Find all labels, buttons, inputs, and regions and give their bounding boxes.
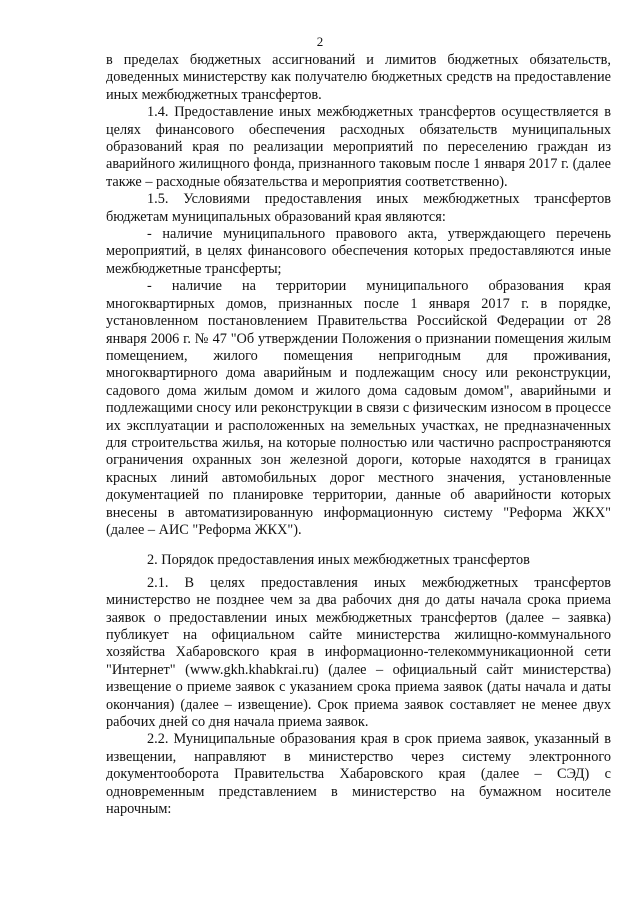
paragraph-1-4: 1.4. Предоставление иных межбюджетных трансфертов осуществляется в целях финансового обеспечения расходных обязательств муниципальных образований края по реализации мероприятий по переселению граждан из аварийного жилищного фонда, признанного таковым после 1 января 2017 г. (далее также – расходные обязательства и мероприятия соответственно). bbox=[106, 104, 611, 190]
page-number: 2 bbox=[316, 34, 324, 49]
document-body bbox=[106, 52, 611, 818]
condition-item-emergency-houses: - наличие на территории муниципального образования края многоквартирных домов, признанных после 1 января 2017 г. в порядке, установленном постановлением Правительства Российской Федерации от 28 января 2006 г. № 47 "Об утверждении Положения о признании помещения жилым помещением, жилого помещения непригодным для проживания, многоквартирного дома аварийным и подлежащим сносу или реконструкции, садового дома жилым домом и жилого дома садовым домом", аварийными и подлежащими сносу или реконструкции в связи с физическим износом в процессе их эксплуатации и расположенных на земельных участках, не предназначенных для строительства жилья, на которые полностью или частично распространяются ограничения охранных зон железной дороги, которые находятся в границах красных линий автомобильных дорог местного значения, установленные документацией по планировке территории, данные об аварийности которых внесены в автоматизированную информационную систему "Реформа ЖКХ" (далее – АИС "Реформа ЖКХ"). bbox=[106, 278, 611, 538]
section-heading-2: 2. Порядок предоставления иных межбюджетных трансфертов bbox=[147, 552, 530, 569]
condition-item-legal-act: - наличие муниципального правового акта, утверждающего перечень мероприятий, в целях финансового обеспечения которых предоставляются иные межбюджетные трансферты; bbox=[106, 226, 611, 277]
paragraph-intro: в пределах бюджетных ассигнований и лимитов бюджетных обязательств, доведенных министерству как получателю бюджетных средств на предоставление иных межбюджетных трансфертов. bbox=[106, 52, 611, 103]
paragraph-1-5: 1.5. Условиями предоставления иных межбюджетных трансфертов бюджетам муниципальных образований края являются: bbox=[106, 191, 611, 225]
paragraph-2-2: 2.2. Муниципальные образования края в срок приема заявок, указанный в извещении, направляют в министерство через систему электронного документооборота Правительства Хабаровского края (далее – СЭД) с одновременным представлением в министерство на бумажном носителе нарочным: bbox=[106, 731, 611, 818]
paragraph-2-1: 2.1. В целях предоставления иных межбюджетных трансфертов министерство не позднее чем за два рабочих дня до даты начала срока приема заявок о предоставлении иных межбюджетных трансфертов (далее – заявка) публикует на официальном сайте министерства жилищно-коммунального хозяйства Хабаровского края в информационно-телекоммуникационной сети "Интернет" (www.gkh.khabkrai.ru) (далее – официальный сайт министерства) извещение о приеме заявок с указанием срока приема заявок (даты начала и даты окончания) (далее – извещение). Срок приема заявок составляет не менее двух рабочих дней со дня начала приема заявок. bbox=[106, 574, 611, 731]
